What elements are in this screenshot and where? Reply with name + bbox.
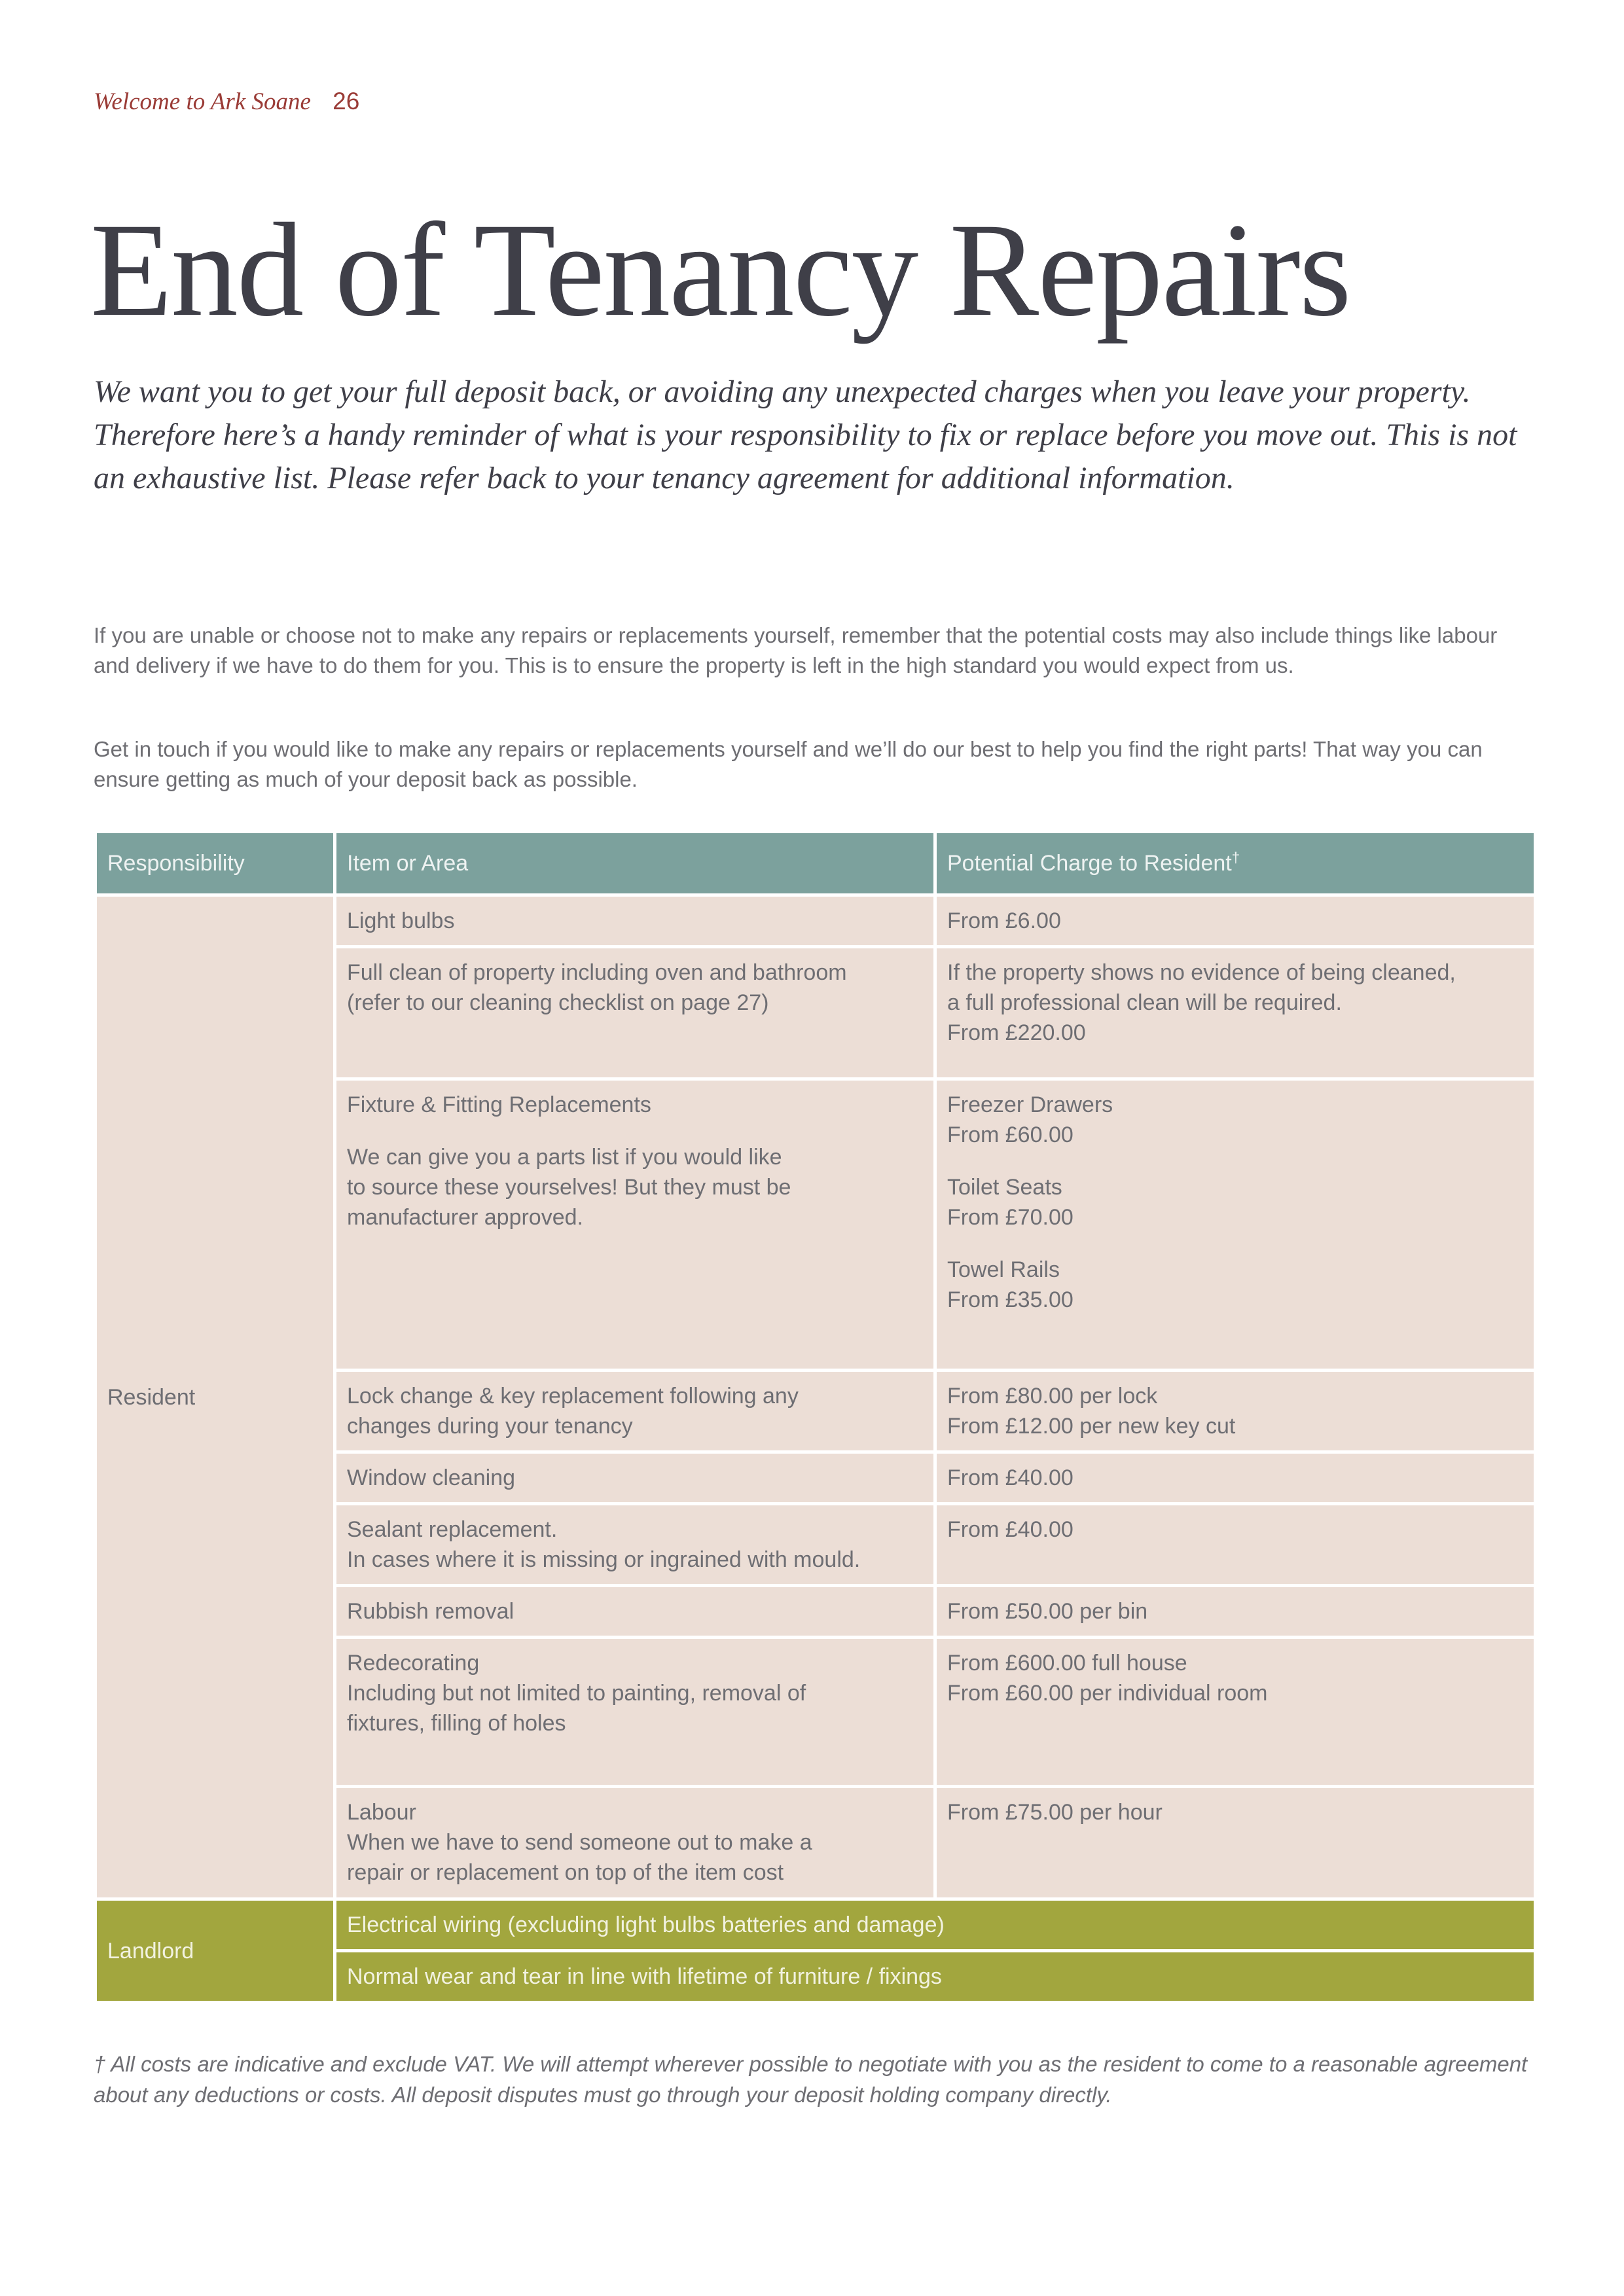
- item-cell: [335, 1787, 935, 1899]
- item-line: Window cleaning: [347, 1465, 516, 1490]
- landlord-section: [96, 1899, 1536, 2003]
- header-potential-charge-label: Potential Charge to Resident: [947, 851, 1232, 876]
- footnote: † All costs are indicative and exclude VAT. We will attempt wherever possible to negotiate with you as the resident to come to a reasonable agreement about any deductions or costs. All deposit disputes must go through your deposit holding company directly.: [94, 2052, 1528, 2107]
- charge-cell: [935, 1371, 1536, 1452]
- item-line: Full clean of property including oven and bathroom: [347, 960, 847, 985]
- item-line: When we have to send someone out to make a: [347, 1830, 812, 1855]
- header-item-or-area: Item or Area: [335, 832, 935, 895]
- header-potential-charge: [935, 832, 1536, 895]
- table-row: [96, 895, 1536, 947]
- dagger-mark: †: [1231, 849, 1240, 866]
- charge-line: From £80.00 per lock: [947, 1384, 1158, 1408]
- item-cell: [335, 1586, 935, 1638]
- item-line: manufacturer approved.: [347, 1205, 583, 1230]
- intro-text: We want you to get your full deposit back, or avoiding any unexpected charges when you leave your property. Therefore here’s a handy reminder of what is your responsibility to fix or replace before you move out. This is not an exhaustive list. Please refer back to your tenancy agreement for additional information.: [94, 374, 1517, 495]
- charge-line: From £6.00: [947, 908, 1061, 933]
- item-line: Sealant replacement.: [347, 1517, 558, 1542]
- item-line: We can give you a parts list if you would like: [347, 1145, 782, 1170]
- charge-line: From £35.00: [947, 1287, 1074, 1312]
- item-line: Lock change & key replacement following any: [347, 1384, 799, 1408]
- charge-cell: [935, 1079, 1536, 1371]
- table-header-row: [96, 832, 1536, 895]
- item-line: repair or replacement on top of the item cost: [347, 1860, 784, 1885]
- charge-cell: [935, 895, 1536, 947]
- charge-line: From £60.00 per individual room: [947, 1681, 1268, 1706]
- charge-line: From £220.00: [947, 1020, 1086, 1045]
- page-title: End of Tenancy Repairs: [90, 196, 1350, 344]
- item-line: Including but not limited to painting, removal of: [347, 1681, 806, 1706]
- item-line: Rubbish removal: [347, 1599, 514, 1624]
- item-line: In cases where it is missing or ingrained with mould.: [347, 1547, 861, 1572]
- item-line: Fixture & Fitting Replacements: [347, 1092, 651, 1117]
- body-paragraph-contact: Get in touch if you would like to make any repairs or replacements yourself and we’ll do our best to help you find the right parts! That way you can ensure getting as much of your deposit back as possible.: [94, 737, 1483, 791]
- charge-cell: [935, 1787, 1536, 1899]
- item-cell: [335, 1504, 935, 1586]
- charge-cell: [935, 1638, 1536, 1787]
- running-head-title: Welcome to Ark Soane: [94, 88, 311, 115]
- item-cell: [335, 947, 935, 1079]
- charge-line: Towel Rails: [947, 1257, 1060, 1282]
- table-row: [96, 1899, 1536, 1951]
- charge-cell: [935, 1586, 1536, 1638]
- charge-line: From £75.00 per hour: [947, 1800, 1163, 1825]
- responsibility-resident: Resident: [96, 895, 335, 1899]
- responsibility-landlord: Landlord: [96, 1899, 335, 2003]
- repairs-charge-table: [94, 830, 1537, 2004]
- landlord-item-cell: Normal wear and tear in line with lifetime of furniture / fixings: [335, 1951, 1536, 2003]
- charge-line: a full professional clean will be required.: [947, 990, 1342, 1015]
- item-line: Light bulbs: [347, 908, 455, 933]
- charge-line: From £70.00: [947, 1205, 1074, 1230]
- item-cell: [335, 1079, 935, 1371]
- item-line: changes during your tenancy: [347, 1414, 633, 1439]
- resident-section: [96, 895, 1536, 1899]
- item-cell: [335, 1452, 935, 1504]
- charge-cell: [935, 1504, 1536, 1586]
- charge-line: From £40.00: [947, 1517, 1074, 1542]
- charge-cell: [935, 1452, 1536, 1504]
- item-cell: [335, 1638, 935, 1787]
- charge-line: From £40.00: [947, 1465, 1074, 1490]
- charge-cell: [935, 947, 1536, 1079]
- item-cell: [335, 1371, 935, 1452]
- page-number: 26: [333, 88, 360, 115]
- running-head: [94, 88, 359, 116]
- charge-line: From £600.00 full house: [947, 1651, 1187, 1676]
- item-cell: [335, 895, 935, 947]
- item-line: to source these yourselves! But they must be: [347, 1175, 791, 1200]
- item-line: fixtures, filling of holes: [347, 1711, 566, 1736]
- charge-line: Freezer Drawers: [947, 1092, 1113, 1117]
- charge-line: If the property shows no evidence of being cleaned,: [947, 960, 1456, 985]
- item-line: Redecorating: [347, 1651, 480, 1676]
- landlord-item-cell: Electrical wiring (excluding light bulbs batteries and damage): [335, 1899, 1536, 1951]
- body-paragraph-costs: If you are unable or choose not to make any repairs or replacements yourself, remember that the potential costs may also include things like labour and delivery if we have to do them for you. This is to ensure the property is left in the high standard you would expect from us.: [94, 623, 1498, 677]
- item-line: (refer to our cleaning checklist on page 27): [347, 990, 769, 1015]
- charge-line: From £60.00: [947, 1122, 1074, 1147]
- charge-line: From £12.00 per new key cut: [947, 1414, 1236, 1439]
- charge-line: Toilet Seats: [947, 1175, 1062, 1200]
- header-responsibility: Responsibility: [96, 832, 335, 895]
- charge-line: From £50.00 per bin: [947, 1599, 1148, 1624]
- item-line: Labour: [347, 1800, 416, 1825]
